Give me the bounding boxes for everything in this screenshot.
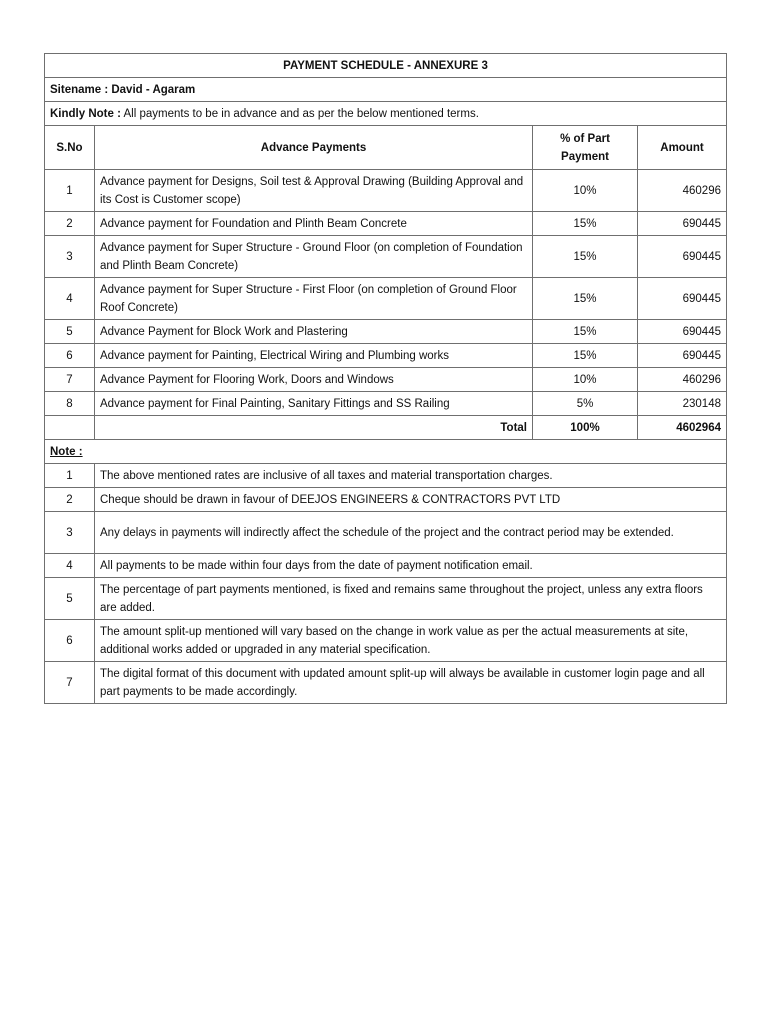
- header-amount: Amount: [638, 126, 727, 170]
- payment-amount: 690445: [638, 344, 727, 368]
- kindly-note-label: Kindly Note :: [50, 107, 121, 120]
- table-row: [45, 344, 727, 368]
- note-heading: [45, 440, 727, 464]
- payment-amount: 690445: [638, 278, 727, 320]
- table-row: [45, 236, 727, 278]
- note-heading-label: Note :: [50, 445, 83, 458]
- sitename: Sitename : David - Agaram: [45, 78, 727, 102]
- notes-body: [45, 464, 727, 704]
- total-percent: 100%: [533, 416, 638, 440]
- payment-description: Advance Payment for Block Work and Plastering: [95, 320, 533, 344]
- note-row: [45, 578, 727, 620]
- payment-percent: 5%: [533, 392, 638, 416]
- payment-description: Advance payment for Designs, Soil test & Approval Drawing (Building Approval and its Cost is Customer scope): [95, 170, 533, 212]
- note-text: The above mentioned rates are inclusive of all taxes and material transportation charges.: [95, 464, 727, 488]
- payment-percent: 15%: [533, 212, 638, 236]
- payment-sno: 4: [45, 278, 95, 320]
- payment-amount: 690445: [638, 320, 727, 344]
- title-row: [45, 54, 727, 78]
- header-row: [45, 126, 727, 170]
- payment-description: Advance payment for Super Structure - First Floor (on completion of Ground Floor Roof Concrete): [95, 278, 533, 320]
- note-row: [45, 662, 727, 704]
- payment-sno: 3: [45, 236, 95, 278]
- payment-sno: 7: [45, 368, 95, 392]
- payment-sno: 5: [45, 320, 95, 344]
- note-row: [45, 512, 727, 554]
- payments-body: [45, 170, 727, 416]
- payment-amount: 690445: [638, 236, 727, 278]
- total-label: Total: [95, 416, 533, 440]
- note-row: [45, 554, 727, 578]
- payment-sno: 1: [45, 170, 95, 212]
- payment-percent: 10%: [533, 368, 638, 392]
- total-empty-cell: [45, 416, 95, 440]
- table-row: [45, 320, 727, 344]
- payment-amount: 460296: [638, 170, 727, 212]
- note-sno: 6: [45, 620, 95, 662]
- note-sno: 1: [45, 464, 95, 488]
- header-percent: % of Part Payment: [533, 126, 638, 170]
- table-row: [45, 278, 727, 320]
- payment-percent: 10%: [533, 170, 638, 212]
- payment-percent: 15%: [533, 278, 638, 320]
- note-heading-row: [45, 440, 727, 464]
- payment-sno: 2: [45, 212, 95, 236]
- payment-description: Advance payment for Final Painting, Sanitary Fittings and SS Railing: [95, 392, 533, 416]
- payment-percent: 15%: [533, 320, 638, 344]
- page-title: PAYMENT SCHEDULE - ANNEXURE 3: [45, 54, 727, 78]
- payment-sno: 6: [45, 344, 95, 368]
- payment-description: Advance payment for Painting, Electrical Wiring and Plumbing works: [95, 344, 533, 368]
- note-text: Cheque should be drawn in favour of DEEJOS ENGINEERS & CONTRACTORS PVT LTD: [95, 488, 727, 512]
- payment-amount: 460296: [638, 368, 727, 392]
- header-sno: S.No: [45, 126, 95, 170]
- total-amount: 4602964: [638, 416, 727, 440]
- note-text: All payments to be made within four days from the date of payment notification email.: [95, 554, 727, 578]
- total-row: [45, 416, 727, 440]
- payment-percent: 15%: [533, 236, 638, 278]
- note-sno: 2: [45, 488, 95, 512]
- note-text: The amount split-up mentioned will vary based on the change in work value as per the actual measurements at site, additional works added or upgraded in any material specification.: [95, 620, 727, 662]
- note-row: [45, 620, 727, 662]
- note-row: [45, 464, 727, 488]
- payment-description: Advance Payment for Flooring Work, Doors and Windows: [95, 368, 533, 392]
- kindly-note: [45, 102, 727, 126]
- note-sno: 5: [45, 578, 95, 620]
- table-row: [45, 212, 727, 236]
- table-row: [45, 170, 727, 212]
- note-text: The percentage of part payments mentioned, is fixed and remains same throughout the project, unless any extra floors are added.: [95, 578, 727, 620]
- table-row: [45, 392, 727, 416]
- kindly-note-row: [45, 102, 727, 126]
- payment-description: Advance payment for Super Structure - Ground Floor (on completion of Foundation and Plinth Beam Concrete): [95, 236, 533, 278]
- note-sno: 3: [45, 512, 95, 554]
- note-row: [45, 488, 727, 512]
- payment-sno: 8: [45, 392, 95, 416]
- payment-description: Advance payment for Foundation and Plinth Beam Concrete: [95, 212, 533, 236]
- table-row: [45, 368, 727, 392]
- note-sno: 4: [45, 554, 95, 578]
- kindly-note-text: All payments to be in advance and as per the below mentioned terms.: [120, 107, 479, 120]
- payment-schedule-table: [44, 53, 727, 704]
- note-text: The digital format of this document with updated amount split-up will always be available in customer login page and all part payments to be made accordingly.: [95, 662, 727, 704]
- note-text: Any delays in payments will indirectly affect the schedule of the project and the contract period may be extended.: [95, 512, 727, 554]
- payment-amount: 690445: [638, 212, 727, 236]
- note-sno: 7: [45, 662, 95, 704]
- payment-amount: 230148: [638, 392, 727, 416]
- sitename-row: [45, 78, 727, 102]
- header-advance-payments: Advance Payments: [95, 126, 533, 170]
- payment-percent: 15%: [533, 344, 638, 368]
